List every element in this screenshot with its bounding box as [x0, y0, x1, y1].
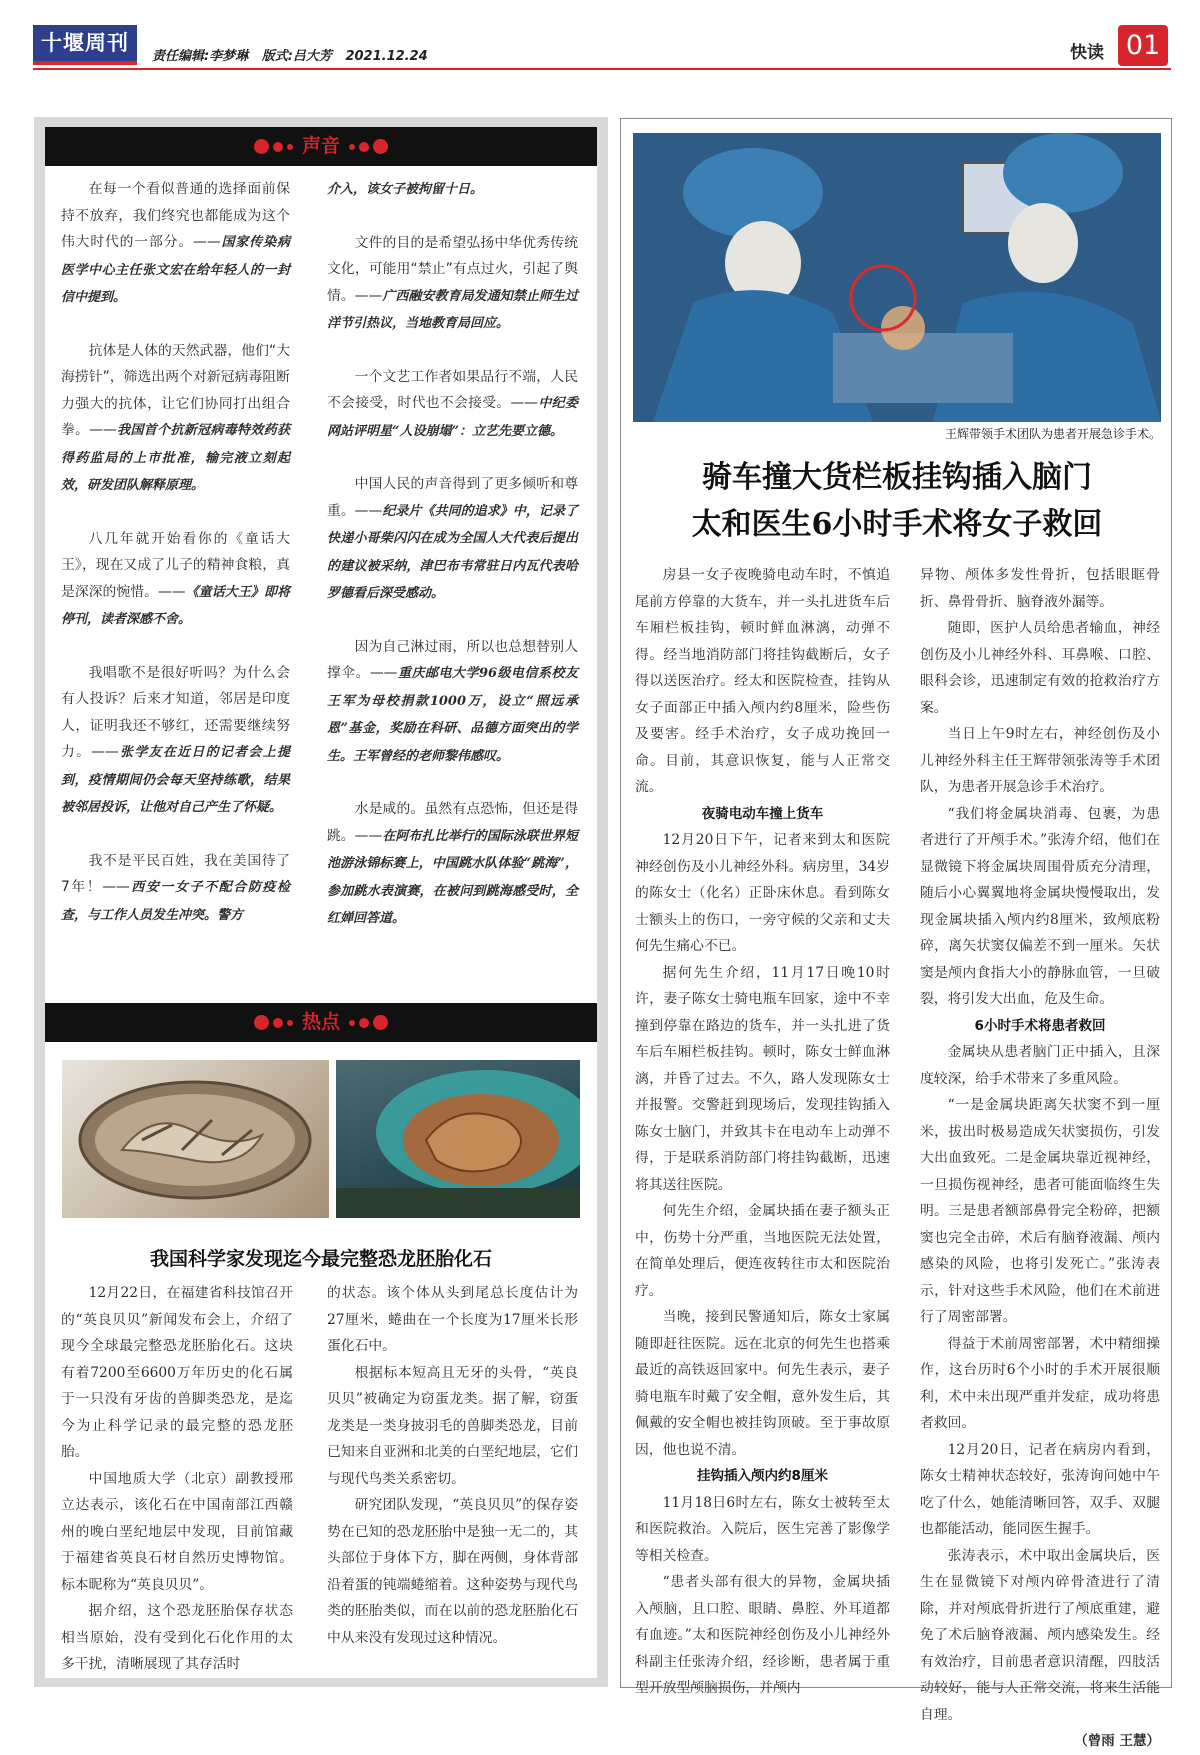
section-label: 快读: [1070, 43, 1104, 63]
article-paragraph: 张涛表示，术中取出金属块后，医生在显微镜下对颅内碎骨渣进行了清除，并对颅底骨折进行了颅底重建，避免了术后脑脊液漏、颅内感染发生。经有效治疗，目前患者意识清醒，四肢活动较好，能与人正常交流，将来生活能自理。: [920, 1547, 1160, 1723]
dot-icon: [287, 144, 293, 150]
layout-credit: 版式:吕大芳: [261, 49, 332, 64]
voices-title: 声音: [301, 135, 340, 157]
quote-item: 八几年就开始看你的《童话大王》，现在又成了儿子的精神食粮，真是深深的惋惜。——《童话大王》即将停刊，读者深感不舍。: [61, 530, 290, 627]
quote-item: 中国人民的声音得到了更多倾听和尊重。——纪录片《共同的追求》中，记录了快递小哥柴闪闪在成为全国人大代表后提出的建议被采纳，津巴布韦常驻日内瓦代表哈罗德看后深受感动。: [327, 476, 578, 601]
dinosaur-embryo-art: [336, 1060, 580, 1218]
dot-icon: [349, 1020, 355, 1026]
dot-icon: [254, 1015, 269, 1030]
fossil-photo: [62, 1060, 329, 1218]
voices-column-2: [327, 176, 578, 959]
article-paragraph: 研究团队发现，“英良贝贝”的保存姿势在已知的恐龙胚胎中是独一无二的，其头部位于身体下方，脚在两侧，身体背部沿着蛋的钝端蜷缩着。这种姿势与现代鸟类的胚胎类似，而在以前的恐龙胚胎化石中从来没有发现过这种情况。: [327, 1497, 578, 1646]
quote-item: 我不是平民百姓，我在美国待了7年！——西安一女子不配合防疫检查，与工作人员发生冲突。警方: [61, 852, 290, 923]
article-subheading: 挂钩插入颅内约8厘米: [697, 1468, 828, 1484]
quote-item: 因为自己淋过雨，所以也总想替别人撑伞。——重庆邮电大学96级电信系校友王军为母校捐款1000万，设立“照远承恩”基金，奖励在科研、品德方面突出的学生。王军曾经的老师黎伟感叹。: [327, 638, 579, 764]
article-paragraph: 据何先生介绍，11月17日晚10时许，妻子陈女士骑电瓶车回家，途中不幸撞到停靠在路边的货车，并一头扎进了货车后车厢栏板挂钩。顿时，陈女士鲜血淋漓，并昏了过去。不久，路人发现陈女士并报警。交警赶到现场后，发现挂钩插入陈女士脑门，并致其卡在电动车上动弹不得，于是联系消防部门将挂钩截断，迅速将其送往医院。: [635, 964, 890, 1193]
page-number: 01: [1118, 25, 1168, 66]
article-paragraph: 12月20日下午，记者来到太和医院神经创伤及小儿神经外科。病房里，34岁的陈女士（化名）正卧床休息。看到陈女士额头上的伤口，一旁守候的父亲和丈夫何先生痛心不已。: [635, 832, 890, 954]
article-paragraph: 当晚，接到民警通知后，陈女士家属随即赶往医院。远在北京的何先生也搭乘最近的高铁返回家中。何先生表示，妻子骑电瓶车时戴了安全帽，意外发生后，其佩戴的安全帽也被挂钩顶破。至于事故原因，他也说不清。: [635, 1309, 890, 1458]
hot-title: 热点: [301, 1011, 340, 1033]
article-paragraph: 得益于术前周密部署，术中精细操作，这台历时6个小时的手术开展很顺利，术中未出现严重并发症，成功将患者救回。: [920, 1335, 1160, 1431]
editor-credit: 责任编辑:李梦琳: [152, 49, 249, 64]
voices-column-1: [61, 176, 290, 955]
article-paragraph: 当日上午9时左右，神经创伤及小儿神经外科主任王辉带领张涛等手术团队，为患者开展急诊手术治疗。: [920, 726, 1160, 795]
hot-header: [45, 1003, 597, 1042]
fossil-column-1: [61, 1280, 293, 1678]
surgery-scene: [633, 133, 1161, 422]
issue-date: 2021.12.24: [345, 49, 428, 64]
dot-icon: [273, 1018, 283, 1028]
article-paragraph: 何先生介绍，金属块插在妻子额头正中，伤势十分严重，当地医院无法处置，在简单处理后，便连夜转往市太和医院治疗。: [635, 1203, 890, 1299]
quote-item: 一个文艺工作者如果品行不端，人民不会接受，时代也不会接受。——中纪委网站评明星“人设崩塌”：立艺先要立德。: [327, 368, 578, 439]
article-paragraph: 随即，医护人员给患者输血，神经创伤及小儿神经外科、耳鼻喉、口腔、眼科会诊，迅速制定有效的抢救治疗方案。: [920, 620, 1160, 716]
article-subheading: 夜骑电动车撞上货车: [701, 805, 824, 822]
article-paragraph: “我们将金属块消毒、包裹，为患者进行了开颅手术。”张涛介绍，他们在显微镜下将金属块周围骨质充分清理，随后小心翼翼地将金属块慢慢取出，发现金属块插入颅内约8厘米，致颅底粉碎，离矢状窦仅偏差不到一厘米。矢状窦是颅内食指大小的静脉血管，一旦破裂，将引发大出血，危及生命。: [920, 805, 1160, 1007]
photo-caption: 王辉带领手术团队为患者开展急诊手术。: [944, 427, 1161, 441]
newspaper-logo: 十堰周刊: [33, 25, 137, 61]
logo-stripe: [33, 61, 137, 65]
dot-icon: [359, 1018, 369, 1028]
fossil-egg-illustration: [62, 1060, 329, 1218]
article-paragraph: 据介绍，这个恐龙胚胎保存状态相当原始，没有受到化石化作用的太多干扰，清晰展现了其存活时: [61, 1603, 293, 1672]
dot-icon: [349, 144, 355, 150]
article-paragraph: 中国地质大学（北京）副教授邢立达表示，该化石在中国南部江西赣州的晚白垩纪地层中发现，目前馆藏于福建省英良石材自然历史博物馆。标本昵称为“英良贝贝”。: [61, 1470, 293, 1593]
article-paragraph: 12月20日，记者在病房内看到，陈女士精神状态较好，张涛询问她中午吃了什么，她能清晰回答，双手、双腿也都能活动，能同医生握手。: [920, 1441, 1160, 1537]
quote-item: 在每一个看似普通的选择面前保持不放弃，我们终究也都能成为这个伟大时代的一部分。——国家传染病医学中心主任张文宏在给年轻人的一封信中提到。: [61, 181, 290, 305]
article-paragraph: 房县一女子夜晚骑电动车时，不慎追尾前方停靠的大货车，并一头扎进货车后车厢栏板挂钩，顿时鲜血淋漓，动弹不得。经当地消防部门将挂钩截断后，女子得以送医治疗。经太和医院检查，挂钩从女子面部正中插入颅内约8厘米，险些伤及要害。经手术治疗，女子成功挽回一命。目前，其意识恢复，能与人正常交流。: [635, 567, 890, 795]
feature-column-2: [920, 562, 1160, 1755]
surgery-photo: [633, 133, 1161, 422]
article-paragraph: 金属块从患者脑门正中插入，且深度较深，给手术带来了多重风险。: [920, 1044, 1160, 1087]
fossil-column-2: [327, 1280, 578, 1651]
dot-icon: [287, 1020, 293, 1026]
article-paragraph: “一是金属块距离矢状窦不到一厘米，拔出时极易造成矢状窦损伤，引发大出血致死。二是金属块靠近视神经，一旦损伤视神经，患者可能面临终生失明。三是患者额部鼻骨完全粉碎，把额窦也完全击碎，术后有脑脊液漏、颅内感染的风险，也将引发死亡。”张涛表示，针对这些手术风险，他们在术前进行了周密部署。: [920, 1097, 1160, 1325]
voices-header: [45, 127, 597, 166]
article-paragraph: 根据标本短高且无牙的头骨，“英良贝贝”被确定为窃蛋龙类。据了解，窃蛋龙类是一类身披羽毛的兽脚类恐龙，目前已知来自亚洲和北美的白垩纪地层，它们与现代鸟类关系密切。: [327, 1364, 578, 1487]
main-headline-line1: 骑车撞大货栏板挂钩插入脑门: [702, 460, 1092, 495]
dot-icon: [373, 1015, 388, 1030]
feature-column-1: [635, 562, 890, 1702]
quote-item: 文件的目的是希望弘扬中华优秀传统文化，可能用“禁止”有点过火，引起了舆情。——广西融安教育局发通知禁止师生过洋节引热议，当地教育局回应。: [327, 234, 578, 331]
main-headline-line2: 太和医生6小时手术将女子救回: [691, 507, 1103, 542]
embryo-illustration: [336, 1060, 580, 1218]
article-paragraph: “患者头部有很大的异物，金属块插入颅脑，且口腔、眼睛、鼻腔、外耳道都有血迹。”太和医院神经创伤及小儿神经外科副主任张涛介绍，经诊断，患者属于重型开放型颅脑损伤，并颅内: [635, 1574, 890, 1696]
article-paragraph: 11月18日6时左右，陈女士被转至太和医院救治。入院后，医生完善了影像学等相关检查。: [635, 1494, 890, 1564]
dot-icon: [359, 142, 369, 152]
quote-item: 我唱歌不是很好听吗？为什么会有人投诉？后来才知道，邻居是印度人，证明我还不够红，还需要继续努力。——张学友在近日的记者会上提到，疫情期间仍会每天坚持练歌，结果被邻居投诉，让他对自己产生了怀疑。: [61, 664, 290, 815]
fossil-headline: 我国科学家发现迄今最完整恐龙胚胎化石: [149, 1248, 492, 1270]
dot-icon: [254, 139, 269, 154]
dot-icon: [273, 142, 283, 152]
masthead-meta: [152, 45, 437, 64]
header-rule: [33, 68, 1171, 70]
article-paragraph: 的状态。该个体从头到尾总长度估计为27厘米，蜷曲在一个长度为17厘米长形蛋化石中。: [327, 1285, 578, 1354]
dot-icon: [373, 139, 388, 154]
quote-item: 水是咸的。虽然有点恐怖，但还是得跳。——在阿布扎比举行的国际泳联世界短池游泳锦标赛上，中国跳水队体验“跳海”，参加跳水表演赛，在被问到跳海感受时，全红婵回答道。: [327, 801, 578, 926]
article-subheading: 6小时手术将患者救回: [974, 1017, 1106, 1034]
author-byline: （曾雨 王慧）: [1074, 1733, 1160, 1749]
quote-item: 介入，该女子被拘留十日。: [327, 182, 484, 197]
article-paragraph: 异物、颅体多发性骨折，包括眼眶骨折、鼻骨骨折、脑脊液外漏等。: [920, 567, 1160, 610]
article-paragraph: 12月22日，在福建省科技馆召开的“英良贝贝”新闻发布会上，介绍了现今全球最完整恐龙胚胎化石。这块有着7200至6600万年历史的化石属于一只没有牙齿的兽脚类恐龙，是迄今为止科学记录的最完整的恐龙胚胎。: [61, 1285, 293, 1460]
quote-item: 抗体是人体的天然武器，他们“大海捞针”，筛选出两个对新冠病毒阻断力强大的抗体，让它们协同打出组合拳。——我国首个抗新冠病毒特效药获得药监局的上市批准，输完液立刻起效，研发团队解释原理。: [61, 342, 290, 493]
